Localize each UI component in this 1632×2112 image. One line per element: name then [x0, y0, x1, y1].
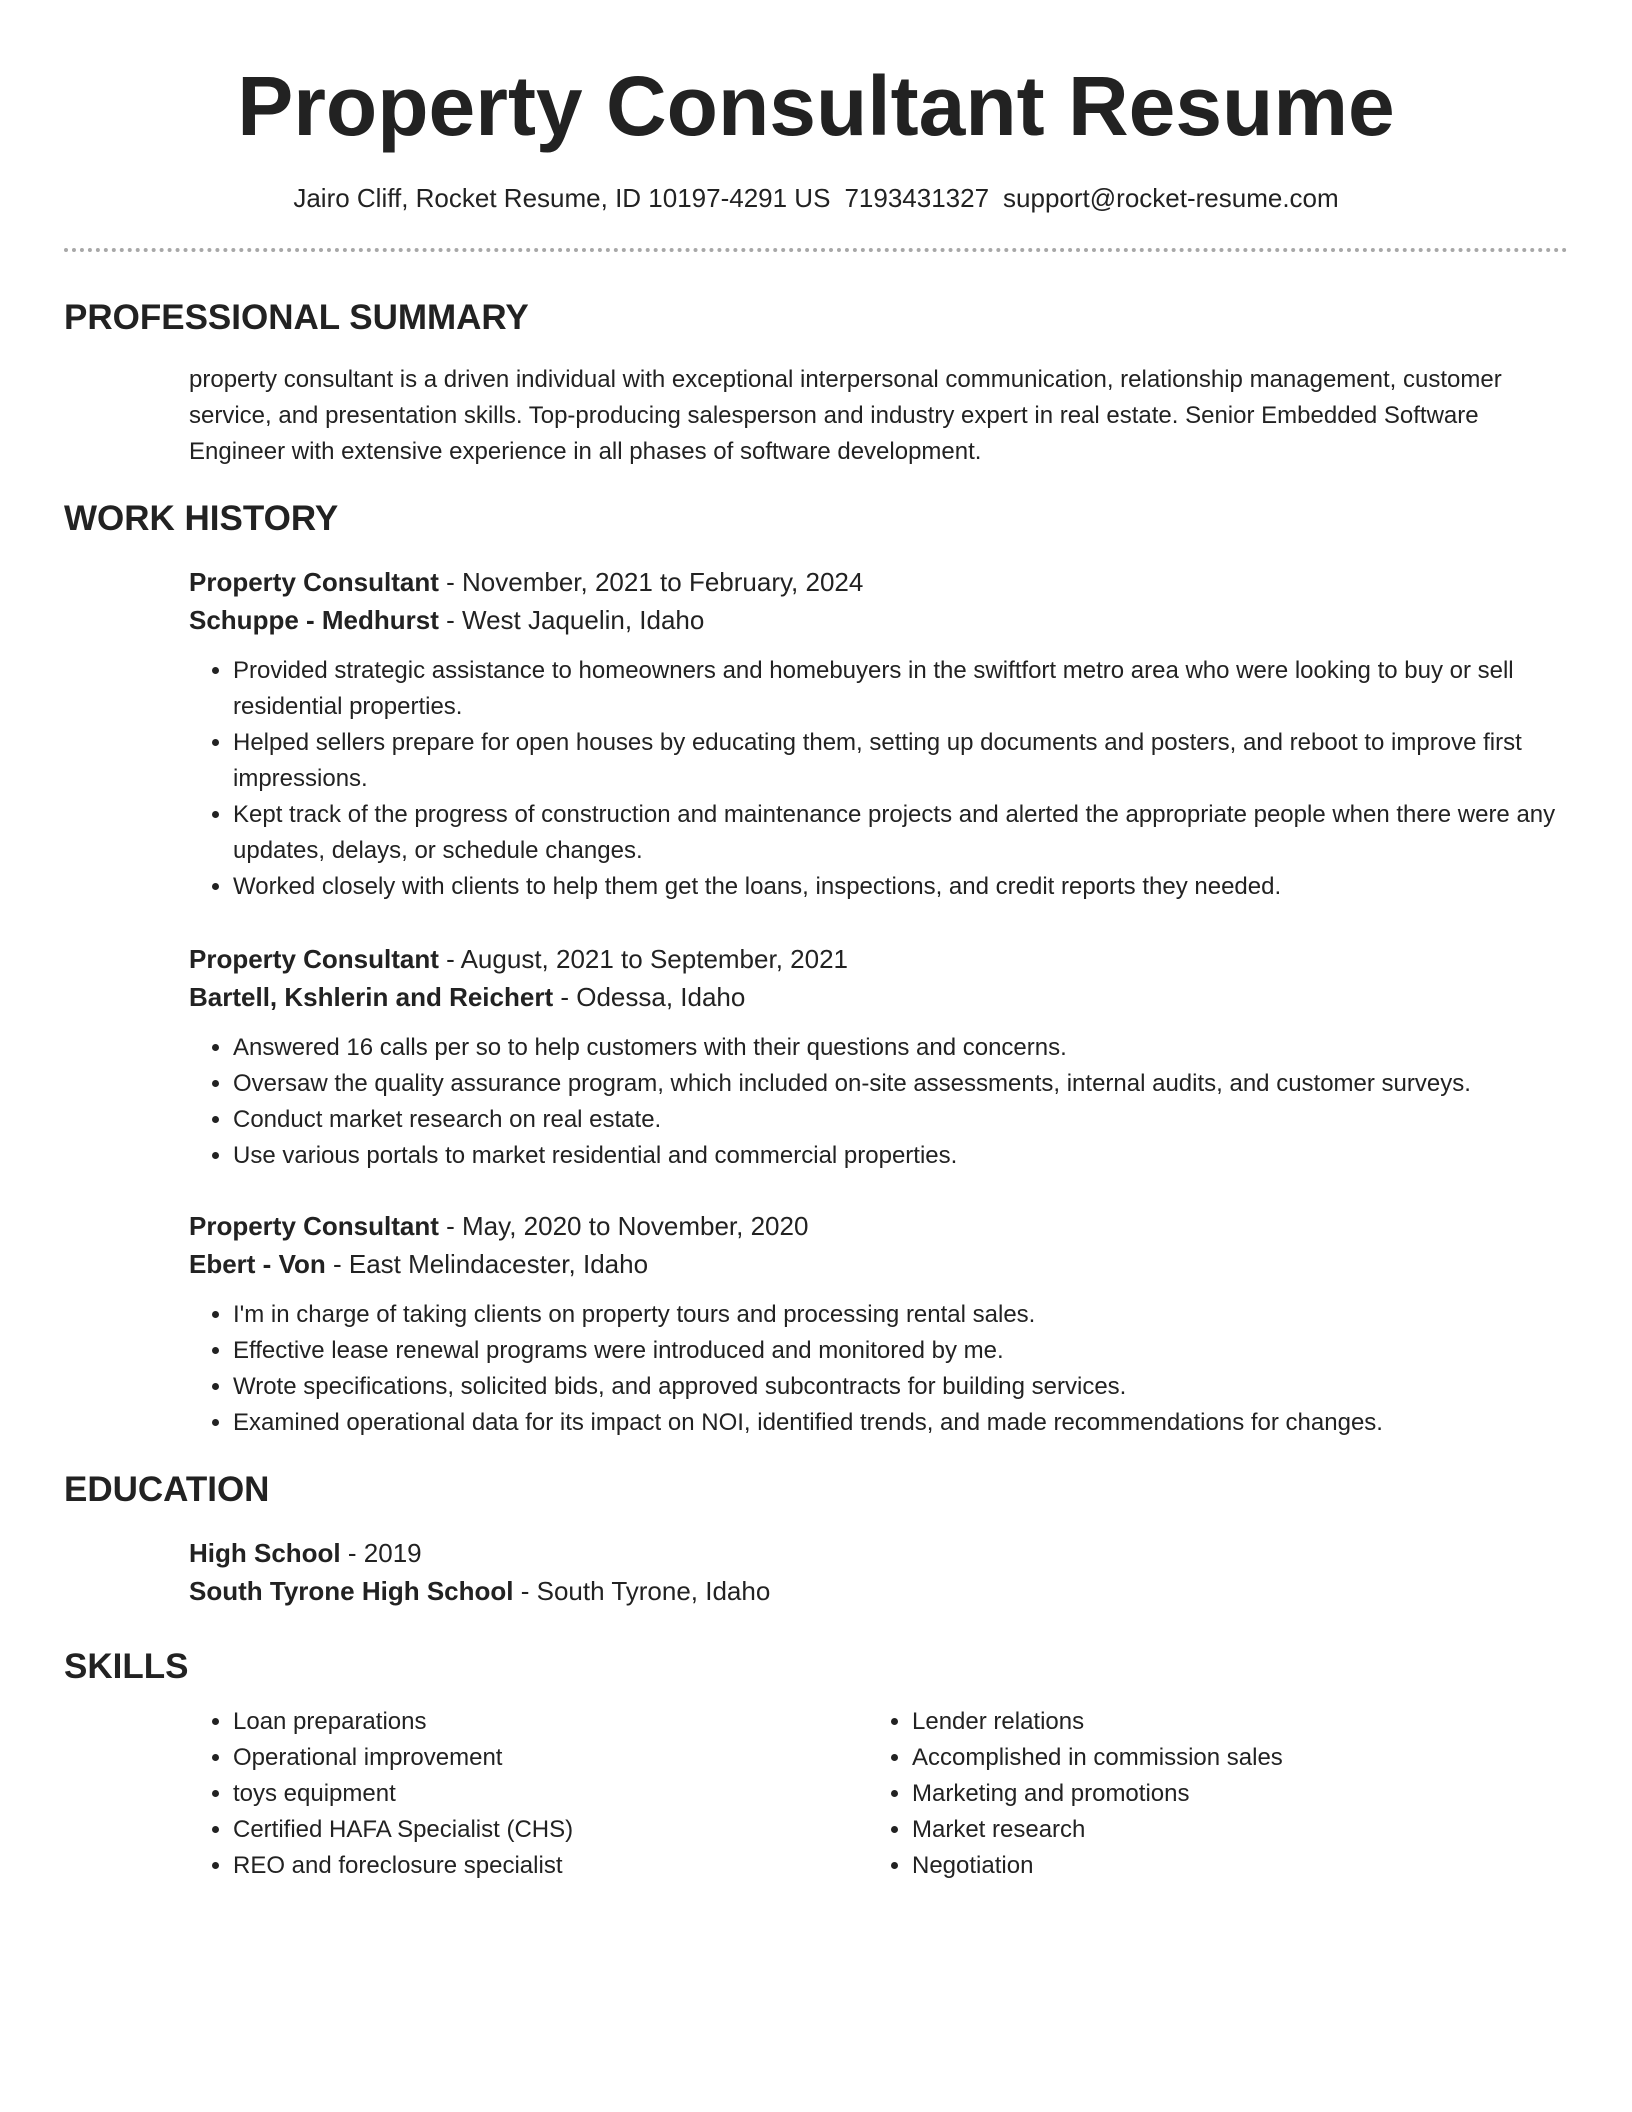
education-degree: High School [189, 1538, 341, 1568]
skill-item: • Marketing and promotions [912, 1776, 1508, 1812]
skills-heading: SKILLS [64, 1647, 189, 1686]
job-bullet: • Answered 16 calls per so to help customers with their questions and concerns. [233, 1030, 1559, 1066]
job-dates: - November, 2021 to February, 2024 [438, 567, 864, 597]
header-divider [64, 248, 1568, 252]
education-year: - 2019 [340, 1538, 422, 1568]
job-company: Ebert - Von [189, 1249, 326, 1279]
contact-email: support@rocket-resume.com [1003, 183, 1339, 213]
job-title: Property Consultant [189, 567, 439, 597]
skill-item: • REO and foreclosure specialist [233, 1848, 829, 1884]
education-school: South Tyrone High School [189, 1576, 514, 1606]
job-bullet: • Effective lease renewal programs were introduced and monitored by me. [233, 1333, 1559, 1369]
skill-item: • Lender relations [912, 1704, 1508, 1740]
job-title-line [189, 940, 1559, 978]
work-history-heading: WORK HISTORY [64, 499, 339, 538]
job-company-line [189, 601, 1559, 639]
job-company-line [189, 978, 1559, 1016]
summary-heading: PROFESSIONAL SUMMARY [64, 298, 529, 337]
job-bullet: • Use various portals to market residential and commercial properties. [233, 1138, 1559, 1174]
job-dates: - August, 2021 to September, 2021 [438, 944, 848, 974]
skill-item: • Certified HAFA Specialist (CHS) [233, 1812, 829, 1848]
contact-line [64, 178, 1568, 218]
job-title-line [189, 563, 1559, 601]
job-bullet: • Conduct market research on real estate. [233, 1102, 1559, 1138]
education-degree-line [189, 1534, 1559, 1572]
skills-column-left [189, 1704, 829, 1884]
education-entry [189, 1534, 1559, 1610]
job-company: Schuppe - Medhurst [189, 605, 439, 635]
skill-item: • toys equipment [233, 1776, 829, 1812]
job-bullet: • Provided strategic assistance to homeowners and homebuyers in the swiftfort metro area who were looking to buy or sell residential properties. [233, 653, 1559, 725]
job-bullets [189, 1030, 1559, 1174]
job-entry [189, 940, 1559, 1174]
job-title-line [189, 1207, 1559, 1245]
skill-item: • Market research [912, 1812, 1508, 1848]
education-school-line [189, 1572, 1559, 1610]
job-bullets [189, 653, 1559, 905]
skill-item: • Loan preparations [233, 1704, 829, 1740]
contact-address: Jairo Cliff, Rocket Resume, ID 10197-4291 US [293, 183, 831, 213]
job-title: Property Consultant [189, 944, 439, 974]
education-location: - South Tyrone, Idaho [513, 1576, 771, 1606]
job-bullet: • Helped sellers prepare for open houses by educating them, setting up documents and posters, and reboot to improve first impressions. [233, 725, 1559, 797]
job-bullet: • I'm in charge of taking clients on property tours and processing rental sales. [233, 1297, 1559, 1333]
education-heading: EDUCATION [64, 1470, 270, 1509]
job-location: - East Melindacester, Idaho [325, 1249, 649, 1279]
job-bullet: • Oversaw the quality assurance program, which included on-site assessments, internal audits, and customer surveys. [233, 1066, 1559, 1102]
job-location: - West Jaquelin, Idaho [438, 605, 705, 635]
job-bullet: • Examined operational data for its impact on NOI, identified trends, and made recommendations for changes. [233, 1405, 1559, 1441]
skill-item: • Accomplished in commission sales [912, 1740, 1508, 1776]
resume-title: Property Consultant Resume [237, 59, 1395, 153]
job-company: Bartell, Kshlerin and Reichert [189, 982, 554, 1012]
contact-phone: 7193431327 [844, 183, 990, 213]
summary-text: property consultant is a driven individual with exceptional interpersonal communication, relationship management, customer service, and presentation skills. Top-producing salesperson and industry expert in real estate. Senior Embedded Software Engineer with extensive experience in all phases of software development. [189, 366, 1502, 465]
skill-item: • Operational improvement [233, 1740, 829, 1776]
skill-item: • Negotiation [912, 1848, 1508, 1884]
job-company-line [189, 1245, 1559, 1283]
skills-list [868, 1704, 1508, 1884]
job-bullet: • Wrote specifications, solicited bids, and approved subcontracts for building services. [233, 1369, 1559, 1405]
job-title: Property Consultant [189, 1211, 439, 1241]
job-location: - Odessa, Idaho [553, 982, 746, 1012]
job-entry [189, 1207, 1559, 1441]
skills-list [189, 1704, 829, 1884]
job-bullets [189, 1297, 1559, 1441]
skills-column-right [868, 1704, 1508, 1884]
job-bullet: • Worked closely with clients to help them get the loans, inspections, and credit reports they needed. [233, 869, 1559, 905]
summary-block [189, 362, 1559, 470]
job-entry [189, 563, 1559, 905]
job-dates: - May, 2020 to November, 2020 [438, 1211, 809, 1241]
job-bullet: • Kept track of the progress of construction and maintenance projects and alerted the appropriate people when there were any updates, delays, or schedule changes. [233, 797, 1559, 869]
